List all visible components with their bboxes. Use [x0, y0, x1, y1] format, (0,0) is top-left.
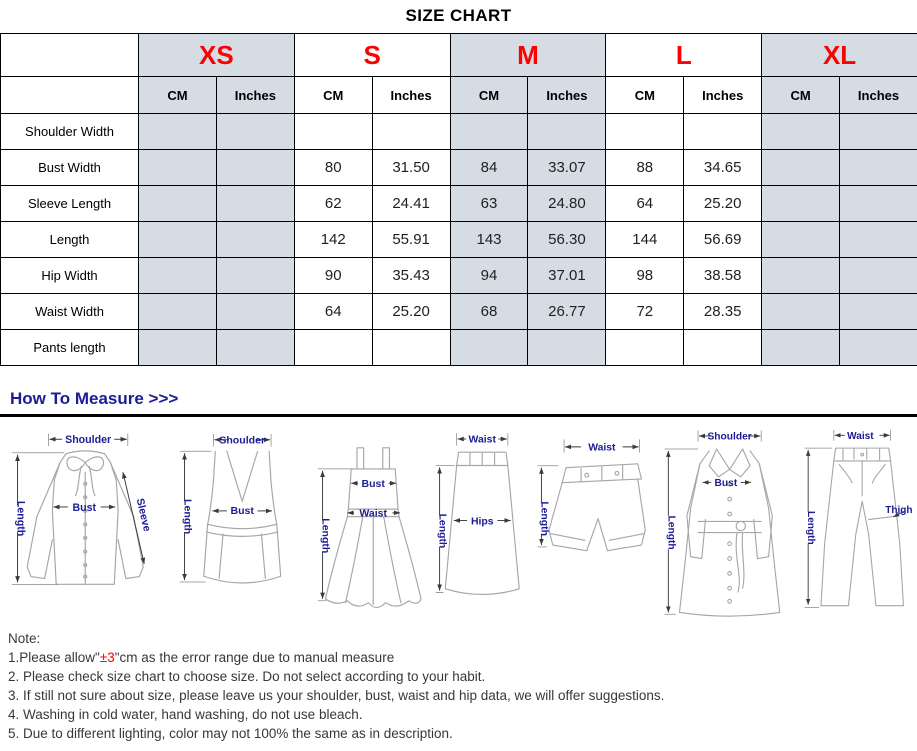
- pants-illustration: [799, 423, 914, 618]
- unit-cell-xl-inches: Inches: [840, 77, 917, 114]
- skirt-dimension-arrows: [440, 439, 511, 591]
- value-cell: [139, 294, 217, 330]
- unit-cell-l-cm: CM: [606, 77, 684, 114]
- value-cell: 98: [606, 258, 684, 294]
- value-cell: [450, 330, 528, 366]
- value-cell: [372, 114, 450, 150]
- tank-top-dimension-arrows: [185, 440, 272, 580]
- value-cell: [216, 258, 294, 294]
- size-header-l: L: [606, 34, 762, 77]
- value-cell: 72: [606, 294, 684, 330]
- table-row-waist-width: [1, 294, 917, 330]
- skirt-length-label: Length: [436, 513, 448, 549]
- corner-cell-2: [1, 77, 139, 114]
- note-1-suffix: "cm as the error range due to manual measure: [114, 650, 395, 665]
- value-cell: 25.20: [372, 294, 450, 330]
- coat-bust-label: Bust: [714, 478, 738, 490]
- value-cell: [216, 330, 294, 366]
- value-cell: [216, 186, 294, 222]
- row-label: Bust Width: [1, 150, 139, 186]
- tank-top-illustration: [173, 423, 312, 618]
- dress-illustration: [313, 423, 432, 618]
- note-1-prefix: 1.Please allow": [8, 650, 100, 665]
- pants-thigh-label: Thigh: [884, 505, 913, 517]
- note-line-3: 3. If still not sure about size, please leave us your shoulder, bust, waist and hip data, we will offer suggestions.: [8, 688, 665, 703]
- blouse-extension-lines: [12, 433, 128, 584]
- table-row-length: [1, 222, 917, 258]
- shorts-illustration: [532, 423, 659, 618]
- value-cell: [684, 330, 762, 366]
- value-cell: [216, 222, 294, 258]
- value-cell: 143: [450, 222, 528, 258]
- tank-top-outline: [204, 451, 281, 583]
- shorts-outline: [549, 464, 645, 551]
- value-cell: [139, 258, 217, 294]
- table-row-hip-width: [1, 258, 917, 294]
- value-cell: 28.35: [684, 294, 762, 330]
- value-cell: 38.58: [684, 258, 762, 294]
- shorts-dimension-arrows: [541, 447, 638, 545]
- note-line-2: 2. Please check size chart to choose size. Do not select according to your habit.: [8, 669, 486, 684]
- value-cell: 90: [294, 258, 372, 294]
- value-cell: [294, 330, 372, 366]
- note-line-4: 4. Washing in cold water, hand washing, do not use bleach.: [8, 707, 363, 722]
- value-cell: [684, 114, 762, 150]
- row-label: Pants length: [1, 330, 139, 366]
- row-label: Waist Width: [1, 294, 139, 330]
- note-1-tolerance: ±3: [99, 650, 115, 665]
- row-label: Sleeve Length: [1, 186, 139, 222]
- value-cell: 56.30: [528, 222, 606, 258]
- table-row-sleeve-length: [1, 186, 917, 222]
- row-label: Shoulder Width: [1, 114, 139, 150]
- unit-cell-xl-cm: CM: [762, 77, 840, 114]
- notes-block: [0, 623, 917, 743]
- blouse-sleeve-label: Sleeve: [133, 497, 153, 533]
- value-cell: 144: [606, 222, 684, 258]
- shorts-length-label: Length: [538, 501, 550, 536]
- value-cell: 84: [450, 150, 528, 186]
- value-cell: 26.77: [528, 294, 606, 330]
- size-chart-table: [0, 33, 917, 366]
- value-cell: [840, 330, 917, 366]
- value-cell: 56.69: [684, 222, 762, 258]
- unit-cell-m-inches: Inches: [528, 77, 606, 114]
- value-cell: 80: [294, 150, 372, 186]
- value-cell: [840, 114, 917, 150]
- tank-top-length-label: Length: [181, 499, 194, 535]
- value-cell: [139, 114, 217, 150]
- size-header-xs: XS: [139, 34, 295, 77]
- value-cell: 88: [606, 150, 684, 186]
- size-header-xl: XL: [762, 34, 917, 77]
- unit-header-row: [1, 77, 917, 114]
- value-cell: [762, 330, 840, 366]
- dress-waist-label: Waist: [359, 507, 387, 520]
- table-row-bust-width: [1, 150, 917, 186]
- value-cell: [840, 258, 917, 294]
- value-cell: [139, 222, 217, 258]
- value-cell: [840, 294, 917, 330]
- value-cell: 55.91: [372, 222, 450, 258]
- note-line-5: 5. Due to different lighting, color may not 100% the same as in description.: [8, 726, 453, 741]
- value-cell: [139, 330, 217, 366]
- blouse-bust-label: Bust: [72, 501, 97, 514]
- value-cell: [216, 114, 294, 150]
- coat-length-label: Length: [665, 515, 677, 550]
- table-row-shoulder-width: [1, 114, 917, 150]
- value-cell: [762, 114, 840, 150]
- value-cell: 25.20: [684, 186, 762, 222]
- value-cell: [216, 150, 294, 186]
- size-header-m: M: [450, 34, 606, 77]
- unit-cell-s-cm: CM: [294, 77, 372, 114]
- tank-top-shoulder-label: Shoulder: [219, 434, 266, 447]
- blouse-shoulder-label: Shoulder: [65, 434, 112, 447]
- unit-cell-xs-cm: CM: [139, 77, 217, 114]
- value-cell: 94: [450, 258, 528, 294]
- note-line-1: [8, 648, 917, 667]
- value-cell: 24.41: [372, 186, 450, 222]
- value-cell: 63: [450, 186, 528, 222]
- value-cell: [606, 330, 684, 366]
- value-cell: [139, 150, 217, 186]
- value-cell: 68: [450, 294, 528, 330]
- pants-waist-label: Waist: [846, 430, 874, 442]
- coat-outline: [680, 449, 780, 616]
- unit-cell-m-cm: CM: [450, 77, 528, 114]
- row-label: Length: [1, 222, 139, 258]
- unit-cell-l-inches: Inches: [684, 77, 762, 114]
- blouse-illustration: [4, 423, 173, 618]
- pants-length-label: Length: [804, 511, 816, 545]
- value-cell: 35.43: [372, 258, 450, 294]
- notes-heading: Note:: [8, 631, 41, 646]
- skirt-illustration: [432, 423, 532, 618]
- unit-cell-s-inches: Inches: [372, 77, 450, 114]
- value-cell: [606, 114, 684, 150]
- value-cell: [840, 150, 917, 186]
- value-cell: [762, 258, 840, 294]
- page-title: SIZE CHART: [405, 6, 512, 25]
- tank-top-bust-label: Bust: [230, 504, 255, 517]
- blouse-outline: [27, 451, 143, 584]
- value-cell: [450, 114, 528, 150]
- value-cell: [294, 114, 372, 150]
- shorts-extension-lines: [537, 439, 639, 547]
- skirt-hips-label: Hips: [471, 516, 494, 528]
- dress-outline: [325, 448, 421, 608]
- size-header-s: S: [294, 34, 450, 77]
- row-label: Hip Width: [1, 258, 139, 294]
- value-cell: [528, 330, 606, 366]
- dress-length-label: Length: [319, 518, 332, 554]
- value-cell: 62: [294, 186, 372, 222]
- value-cell: 37.01: [528, 258, 606, 294]
- value-cell: 64: [294, 294, 372, 330]
- value-cell: 64: [606, 186, 684, 222]
- dress-bust-label: Bust: [361, 478, 385, 491]
- value-cell: [372, 330, 450, 366]
- value-cell: 33.07: [528, 150, 606, 186]
- value-cell: [762, 222, 840, 258]
- pants-outline: [820, 448, 902, 606]
- value-cell: [762, 186, 840, 222]
- value-cell: [840, 186, 917, 222]
- skirt-waist-label: Waist: [468, 434, 497, 446]
- value-cell: [216, 294, 294, 330]
- corner-cell: [1, 34, 139, 77]
- coat-illustration: [659, 423, 798, 618]
- measure-figures-strip: [0, 417, 917, 623]
- value-cell: [762, 294, 840, 330]
- shorts-waist-label: Waist: [587, 442, 616, 454]
- unit-cell-xs-inches: Inches: [216, 77, 294, 114]
- value-cell: 142: [294, 222, 372, 258]
- value-cell: 34.65: [684, 150, 762, 186]
- table-row-pants-length: [1, 330, 917, 366]
- size-header-row: [1, 34, 917, 77]
- blouse-length-label: Length: [14, 500, 27, 537]
- value-cell: [840, 222, 917, 258]
- value-cell: [528, 114, 606, 150]
- value-cell: 24.80: [528, 186, 606, 222]
- coat-shoulder-label: Shoulder: [707, 431, 752, 443]
- value-cell: 31.50: [372, 150, 450, 186]
- value-cell: [762, 150, 840, 186]
- how-to-measure-heading: How To Measure >>>: [10, 389, 179, 408]
- value-cell: [139, 186, 217, 222]
